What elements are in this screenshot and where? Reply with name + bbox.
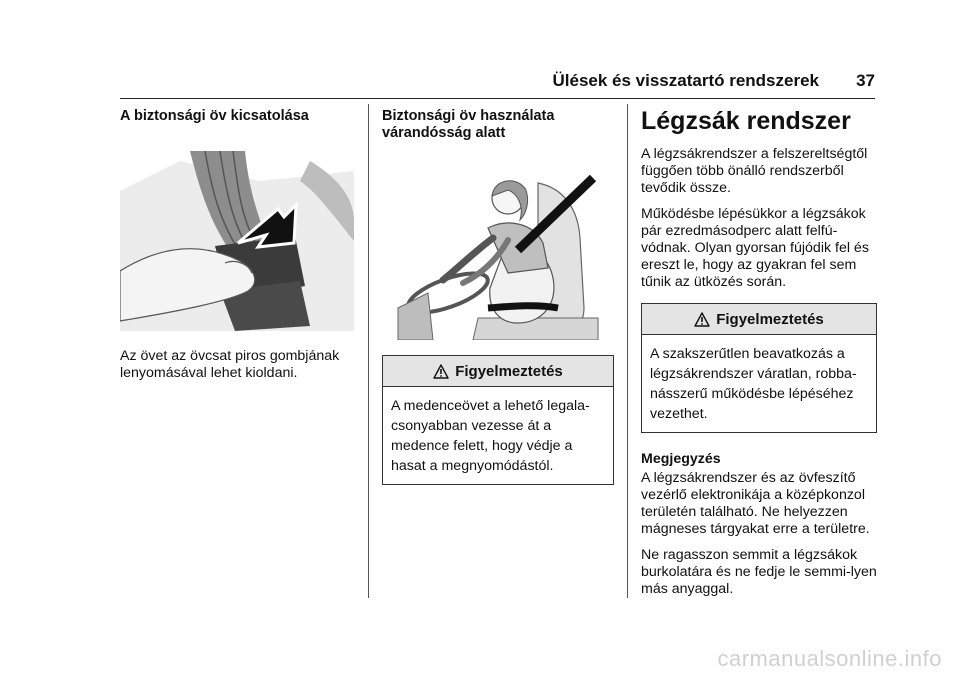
warning-title: Figyelmeztetés <box>716 310 824 328</box>
warning-header <box>642 304 876 335</box>
warning-header <box>383 356 613 387</box>
pregnant-driver-illustration <box>388 158 606 340</box>
section-heading-unbuckle: A biztonsági öv kicsatolása <box>120 108 309 124</box>
paragraph: Ne ragasszon semmit a légzsákok burkolatára és ne fedje le semmi-lyen más anyaggal. <box>641 547 877 597</box>
page-number: 37 <box>856 71 875 90</box>
paragraph: A légzsákrendszer a felszereltségtől függően több önálló rendszerből tevődik össze. <box>641 146 868 196</box>
warning-text: A medenceövet a lehető legala-csonyabban vezesse át a medence felett, hogy védje a hasat a megnyomódástól. <box>391 398 590 474</box>
warning-box-pregnancy <box>382 355 614 485</box>
warning-text: A szakszerűtlen beavatkozás a légzsákrendszer váratlan, robba-násszerű működésbe lépéséhez vezethet. <box>650 346 857 422</box>
page-header <box>120 60 875 99</box>
section-heading-pregnancy: Biztonsági öv használata várandósság alatt <box>382 108 555 141</box>
paragraph: A légzsákrendszer és az övfeszítő vezérlő elektronikája a középkonzol területén található. Ne helyezzen mágneses tárgyakat erre a területre. <box>641 470 870 537</box>
column-divider <box>368 104 369 598</box>
warning-box-airbag <box>641 303 877 433</box>
paragraph: Működésbe lépésükkor a légzsákok pár ezredmásodperc alatt felfú-vódnak. Olyan gyorsan fújódik fel és ereszt le, hogy az gyakran fel sem tűnik az ütközés során. <box>641 206 869 290</box>
warning-triangle-icon <box>433 364 449 379</box>
watermark: carmanualsonline.info <box>717 646 942 671</box>
header-title: Ülések és visszatartó rendszerek <box>552 71 819 90</box>
column-divider <box>627 104 628 598</box>
column-1 <box>120 108 358 391</box>
caption-unbuckle: Az övet az övcsat piros gombjának lenyomásával lehet kioldani. <box>120 348 340 381</box>
warning-title: Figyelmeztetés <box>455 362 563 380</box>
column-3 <box>641 108 877 607</box>
column-2 <box>382 108 614 485</box>
warning-triangle-icon <box>694 312 710 327</box>
section-title-airbag: Légzsák rendszer <box>641 107 851 135</box>
buckle-release-illustration <box>120 151 354 331</box>
note-heading: Megjegyzés <box>641 451 721 467</box>
